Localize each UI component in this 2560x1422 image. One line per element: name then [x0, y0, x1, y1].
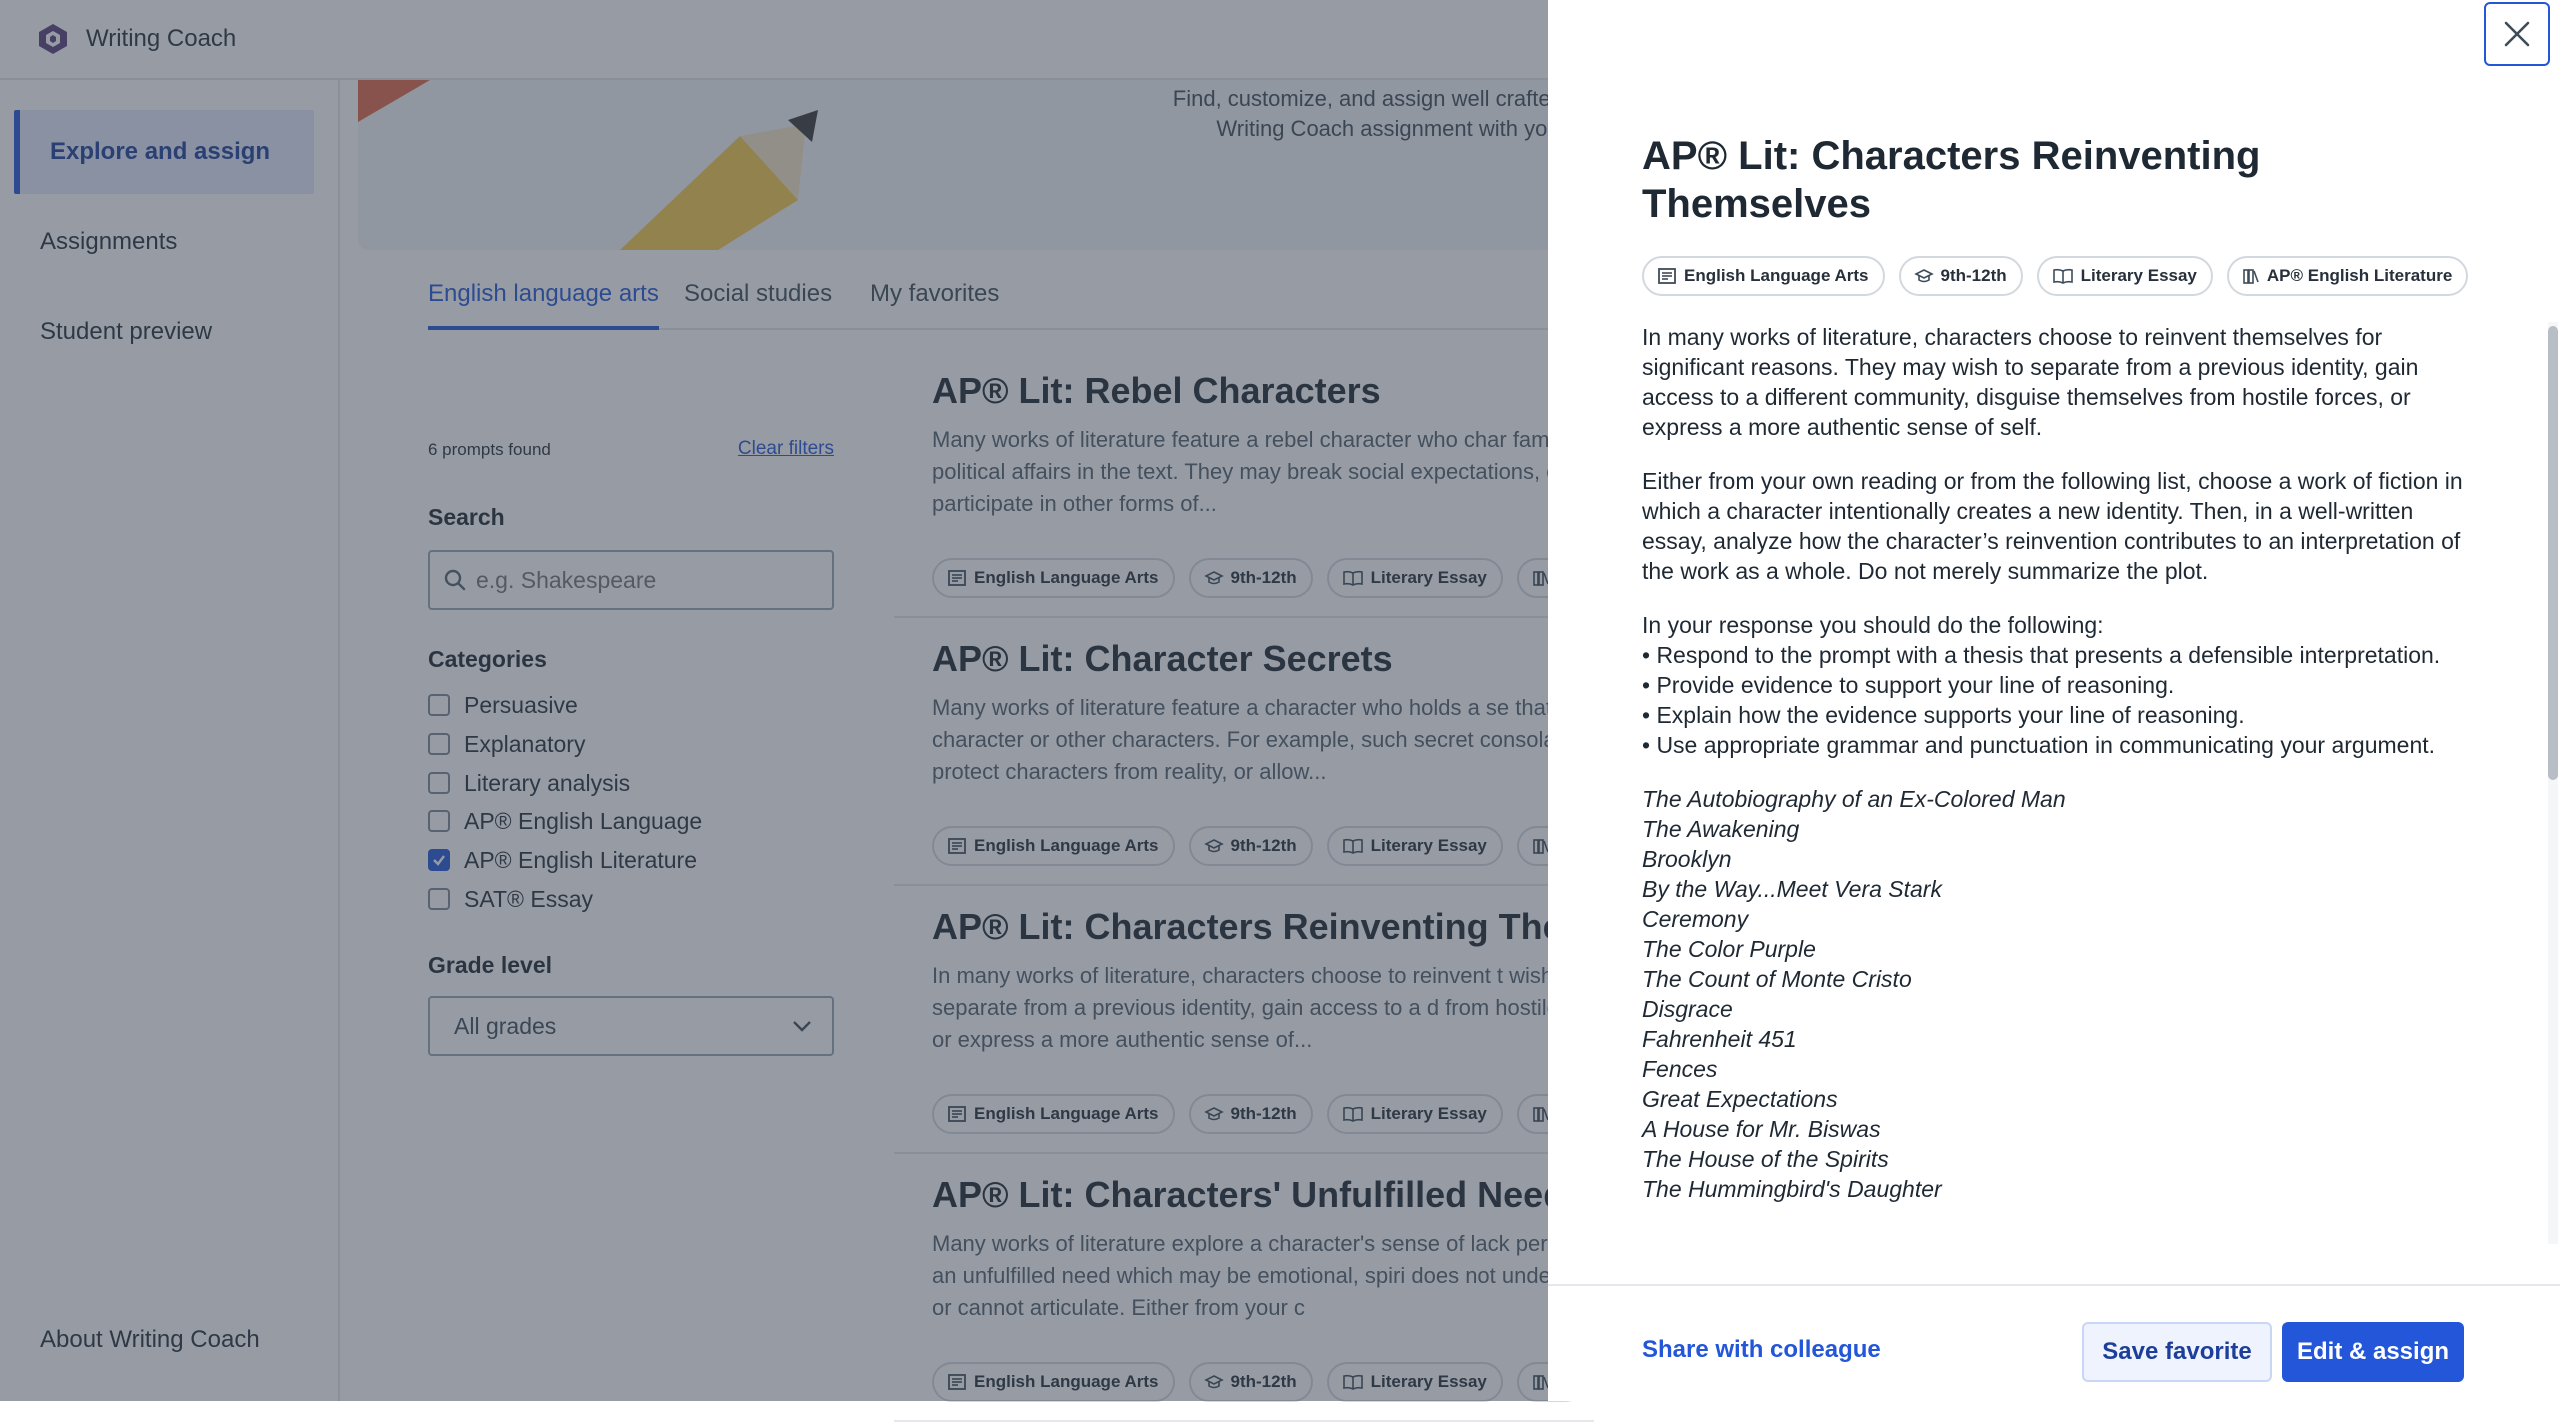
book-title: The Count of Monte Cristo [1642, 966, 1912, 992]
edit-assign-button[interactable]: Edit & assign [2282, 1322, 2464, 1382]
scrollbar-thumb[interactable] [2548, 326, 2558, 780]
tag-label: 9th-12th [1940, 266, 2007, 285]
book-list [1642, 784, 2472, 1204]
response-requirements [1642, 610, 2472, 760]
book-title: The Autobiography of an Ex-Colored Man [1642, 786, 2066, 812]
book-title: The Hummingbird's Daughter [1642, 1176, 1942, 1202]
book-title: Great Expectations [1642, 1086, 1838, 1112]
book-title: The Color Purple [1642, 936, 1816, 962]
tag-label: English Language Arts [1684, 266, 1869, 285]
requirement-item: • Provide evidence to support your line of reasoning. [1642, 672, 2175, 698]
tag-label: Literary Essay [2080, 266, 2197, 285]
book-icon [2053, 268, 2073, 284]
book-title: Brooklyn [1642, 846, 1732, 872]
book-title: A House for Mr. Biswas [1642, 1116, 1881, 1142]
panel-title: AP® Lit: Characters Reinventing Themselves [1642, 134, 2261, 226]
graduation-cap-icon [1915, 268, 1933, 284]
panel-tags [1642, 256, 2468, 296]
tag-course [2227, 256, 2468, 296]
book-title: Ceremony [1642, 906, 1749, 932]
book-title: The House of the Spirits [1642, 1146, 1889, 1172]
requirement-item: • Explain how the evidence supports your line of reasoning. [1642, 702, 2245, 728]
books-icon [2243, 268, 2259, 284]
document-icon [1658, 268, 1676, 284]
tag-label: AP® English Literature [2266, 266, 2453, 285]
book-title: Fahrenheit 451 [1642, 1026, 1797, 1052]
book-title: The Awakening [1642, 816, 1800, 842]
requirement-item: • Use appropriate grammar and punctuation in communicating your argument. [1642, 732, 2436, 758]
book-title: By the Way...Meet Vera Stark [1642, 876, 1942, 902]
requirement-item: • Respond to the prompt with a thesis that presents a defensible interpretation. [1642, 642, 2441, 668]
tag-grade [1899, 256, 2023, 296]
book-title: Disgrace [1642, 996, 1733, 1022]
tag-genre [2037, 256, 2213, 296]
prompt-detail-panel [1548, 0, 2560, 1401]
share-with-colleague-link[interactable]: Share with colleague [1642, 1336, 1881, 1363]
tag-subject [1642, 256, 1885, 296]
save-favorite-button[interactable]: Save favorite [2082, 1322, 2272, 1382]
prompt-paragraph-1: In many works of literature, characters choose to reinvent themselves for significant reasons. They may wish to separate from a previous identity, gain access to a different community, disguise themselves from hostile forces, or express a more authentic sense of self. [1642, 324, 2419, 440]
close-icon [2503, 20, 2531, 48]
panel-footer [1548, 1284, 2560, 1401]
prompt-paragraph-2: Either from your own reading or from the following list, choose a work of fiction in which a character intentionally creates a new identity. Then, in a well-written essay, analyze how the character’s reinvention contributes to an interpretation of the work as a whole. Do not merely summarize the plot. [1642, 468, 2463, 584]
close-button[interactable] [2484, 2, 2550, 66]
requirements-intro: In your response you should do the following: [1642, 612, 2104, 638]
book-title: Fences [1642, 1056, 1718, 1082]
prompt-body [1642, 322, 2472, 1244]
